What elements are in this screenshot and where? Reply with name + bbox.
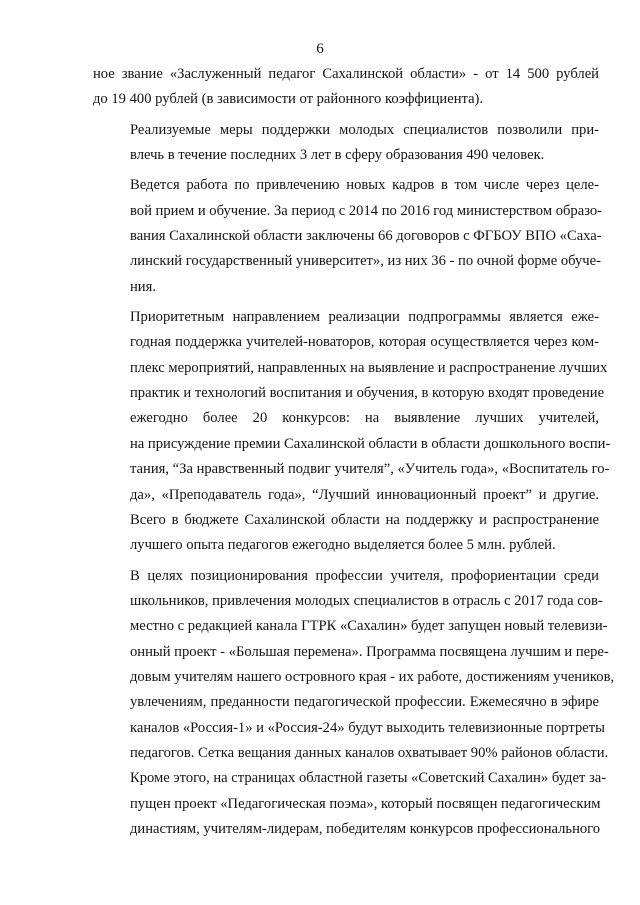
paragraph	[93, 118, 599, 169]
text-line: Ведется работа по привлечению новых кадров в том числе через целе-	[130, 177, 599, 194]
text-line: Приоритетным направлением реализации подпрограммы является еже-	[130, 309, 599, 326]
text-line: пущен проект «Педагогическая поэма», который посвящен педагогическим	[130, 795, 601, 812]
text-line: местно с редакцией канала ГТРК «Сахалин» будет запущен новый телевизи-	[130, 618, 608, 635]
paragraph	[93, 173, 603, 300]
text-line: Реализуемые меры поддержки молодых специалистов позволили при-	[130, 121, 599, 138]
text-line: влечь в течение последних 3 лет в сферу образования 490 человек.	[130, 147, 545, 164]
text-line: тания, “За нравственный подвиг учителя”, «Учитель года», «Воспитатель го-	[130, 461, 610, 478]
text-line: Кроме этого, на страницах областной газеты «Советский Сахалин» будет за-	[130, 770, 607, 787]
text-line: онный проект - «Большая перемена». Программа посвящена лучшим и пере-	[130, 643, 609, 660]
paragraph	[93, 305, 611, 558]
paragraph	[93, 62, 599, 113]
text-line: ное звание «Заслуженный педагог Сахалинской области» - от 14 500 рублей	[93, 66, 599, 82]
text-line: школьников, привлечения молодых специалистов в отрасль с 2017 года сов-	[130, 592, 603, 609]
text-line: плекс мероприятий, направленных на выявление и распространение лучших	[130, 359, 608, 376]
text-line: каналов «Россия-1» и «Россия-24» будут выходить телевизионные портреты	[130, 719, 605, 736]
text-line: ния.	[130, 278, 156, 295]
text-line: вания Сахалинской области заключены 66 договоров с ФГБОУ ВПО «Саха-	[130, 228, 602, 245]
document-body	[93, 62, 615, 842]
text-line: да», «Преподаватель года», “Лучший инновационный проект” и другие.	[130, 486, 599, 503]
text-line: вой прием и обучение. За период с 2014 по 2016 год министерством образо-	[130, 202, 603, 219]
text-line: Всего в бюджете Сахалинской области на поддержку и распространение	[130, 511, 599, 528]
text-line: педагогов. Сетка вещания данных каналов охватывает 90% районов области.	[130, 744, 609, 761]
text-line: довым учителям нашего островного края - их работе, достижениям учеников,	[130, 668, 615, 685]
text-line: линский государственный университет», из них 36 - по очной форме обуче-	[130, 253, 601, 270]
text-line: до 19 400 рублей (в зависимости от районного коэффициента).	[93, 91, 484, 108]
text-line: В целях позиционирования профессии учителя, профориентации среди	[130, 567, 599, 584]
page-number: 6	[316, 41, 324, 57]
text-line: лучшего опыта педагогов ежегодно выделяется более 5 млн. рублей.	[130, 537, 556, 554]
text-line: годная поддержка учителей-новаторов, которая осуществляется через ком-	[130, 334, 599, 351]
text-line: династиям, учителям-лидерам, победителям конкурсов профессионального	[130, 820, 601, 837]
text-line: ежегодно более 20 конкурсов: на выявление лучших учителей,	[130, 410, 599, 427]
text-line: практик и технологий воспитания и обучения, в которую входят проведение	[130, 385, 605, 402]
text-line: увлечениям, преданности педагогической профессии. Ежемесячно в эфире	[130, 694, 599, 711]
paragraph	[93, 564, 615, 843]
text-line: на присуждение премии Сахалинской области в области дошкольного воспи-	[130, 435, 611, 452]
